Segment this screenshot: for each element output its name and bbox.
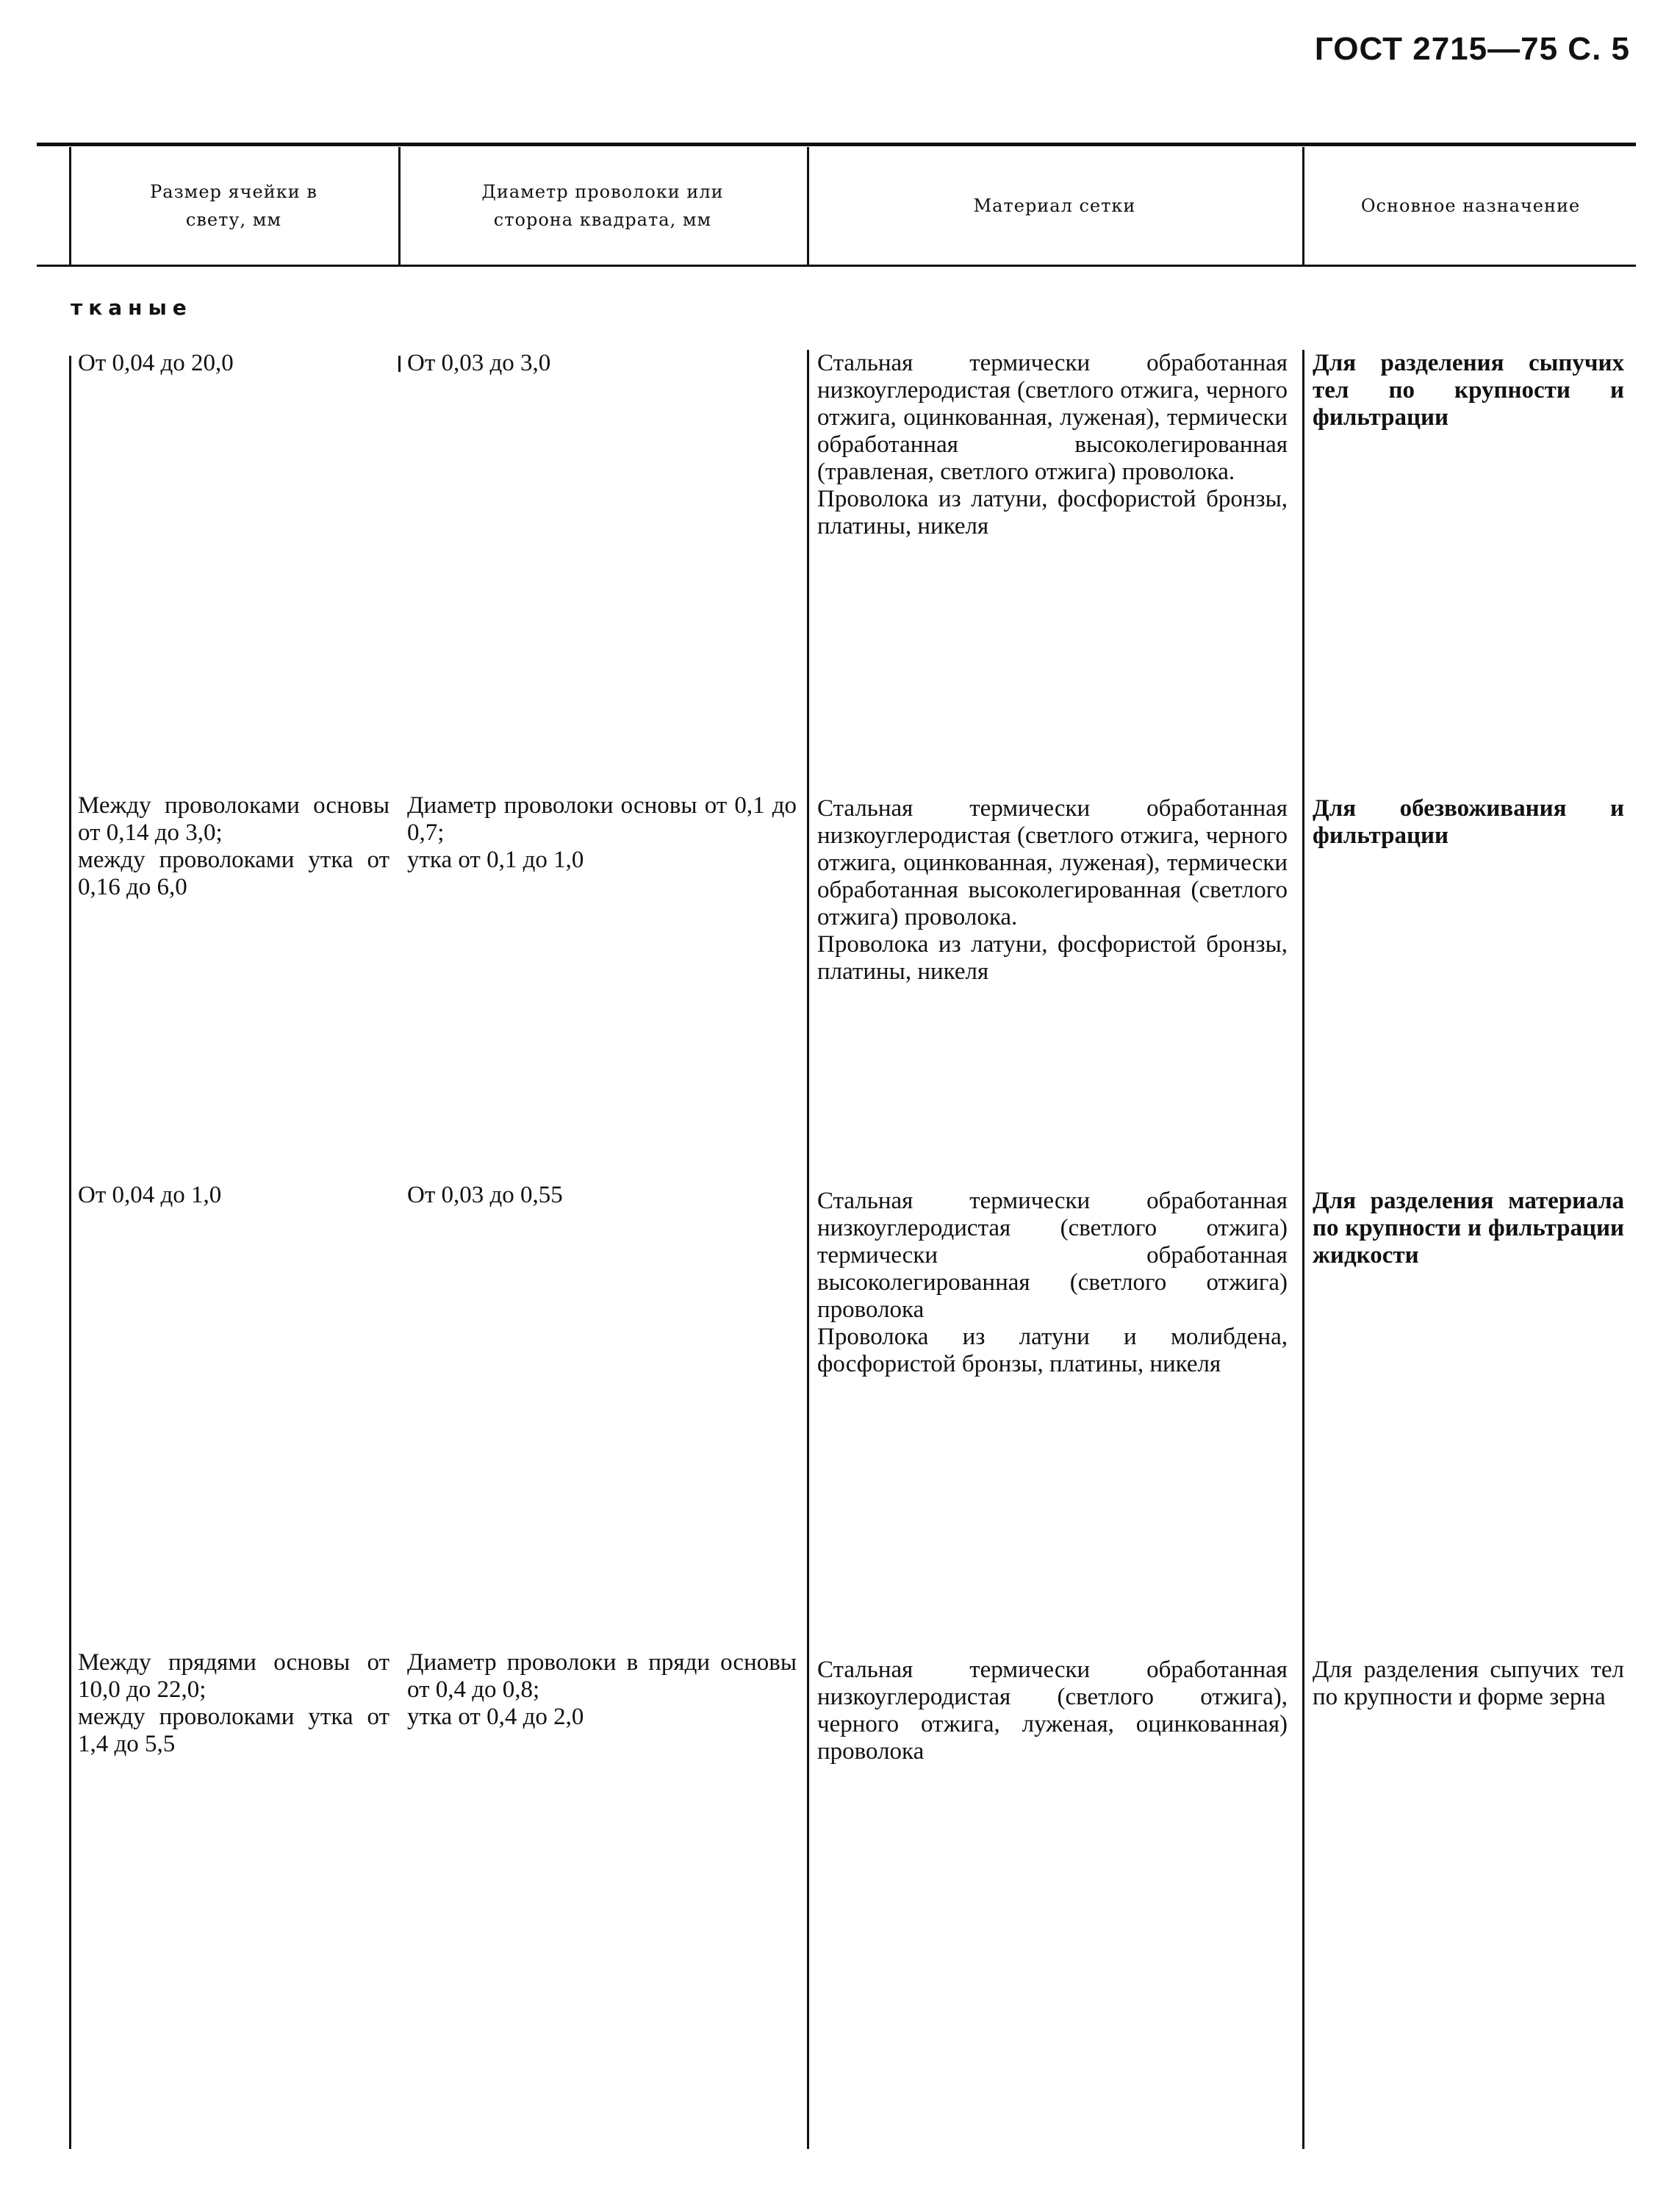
table-cell-size-row2: Между проволоками основы от 0,14 до 3,0; между проволоками утка от 0,16 до 6,0 xyxy=(78,792,390,900)
table-cell-purpose-row4: Для разделения сыпучих тел по крупности и форме зерна xyxy=(1313,1657,1624,1710)
table-cell-size-row1: От 0,04 до 20,0 xyxy=(78,350,234,376)
column-header-wire: Диаметр проволоки или сторона квадрата, мм xyxy=(481,182,724,230)
table-cell-material-row2: Стальная термически обработанная низкоуглеродистая (светлого отжига, черного отжига, оцинкованная, луженая), термически обработанная высоколегированная (светлого отжига) проволока. Проволока из латуни, фосфористой бронзы, платины, никеля xyxy=(817,795,1288,985)
column-header-cell-size: Размер ячейки в свету, мм xyxy=(150,182,317,230)
table-header-bottom-rule xyxy=(37,265,1636,267)
body-divider-left xyxy=(69,356,71,2149)
table-cell-wire-row4: Диаметр проволоки в пряди основы от 0,4 до 0,8; утка от 0,4 до 2,0 xyxy=(407,1649,797,1730)
page-header-doc-ref: ГОСТ 2715—75 С. 5 xyxy=(1314,31,1630,67)
column-header-material: Материал сетки xyxy=(973,195,1136,216)
body-divider-2 xyxy=(807,350,809,2149)
body-divider-1 xyxy=(398,356,401,372)
header-divider-2 xyxy=(807,147,809,266)
header-divider-3 xyxy=(1302,147,1304,266)
table-cell-material-row4: Стальная термически обработанная низкоуглеродистая (светлого отжига), черного отжига, луженая, оцинкованная) проволока xyxy=(817,1657,1288,1765)
table-cell-material-row3: Стальная термически обработанная низкоуглеродистая (светлого отжига) термически обработанная высоколегированная (светлого отжига) проволока Проволока из латуни и молибдена, фосфористой бронзы, платины, никеля xyxy=(817,1188,1288,1377)
table-cell-purpose-row3: Для разделения материала по крупности и фильтрации жидкости xyxy=(1313,1188,1624,1269)
table-cell-purpose-row2: Для обезвоживания и фильтрации xyxy=(1313,795,1624,849)
table-cell-size-row3: От 0,04 до 1,0 xyxy=(78,1182,222,1208)
table-cell-material-row1: Стальная термически обработанная низкоуглеродистая (светлого отжига, черного отжига, оцинкованная, луженая), термически обработанная высоколегированная (травленая, светлого отжига) проволока. Проволока из латуни, фосфористой бронзы, платины, никеля xyxy=(817,350,1288,539)
column-header-purpose: Основное назначение xyxy=(1360,195,1581,216)
header-divider-1 xyxy=(398,147,401,266)
table-cell-wire-row3: От 0,03 до 0,55 xyxy=(407,1182,563,1208)
table-top-rule xyxy=(37,143,1636,146)
section-label: тканые xyxy=(71,295,193,320)
header-divider-left xyxy=(69,147,71,266)
table-cell-wire-row2: Диаметр проволоки основы от 0,1 до 0,7; утка от 0,1 до 1,0 xyxy=(407,792,797,873)
table-cell-wire-row1: От 0,03 до 3,0 xyxy=(407,350,551,376)
body-divider-3 xyxy=(1302,350,1304,2149)
table-cell-purpose-row1: Для разделения сыпучих тел по крупности и фильтрации xyxy=(1313,350,1624,431)
table-cell-size-row4: Между прядями основы от 10,0 до 22,0; между проволоками утка от 1,4 до 5,5 xyxy=(78,1649,390,1757)
